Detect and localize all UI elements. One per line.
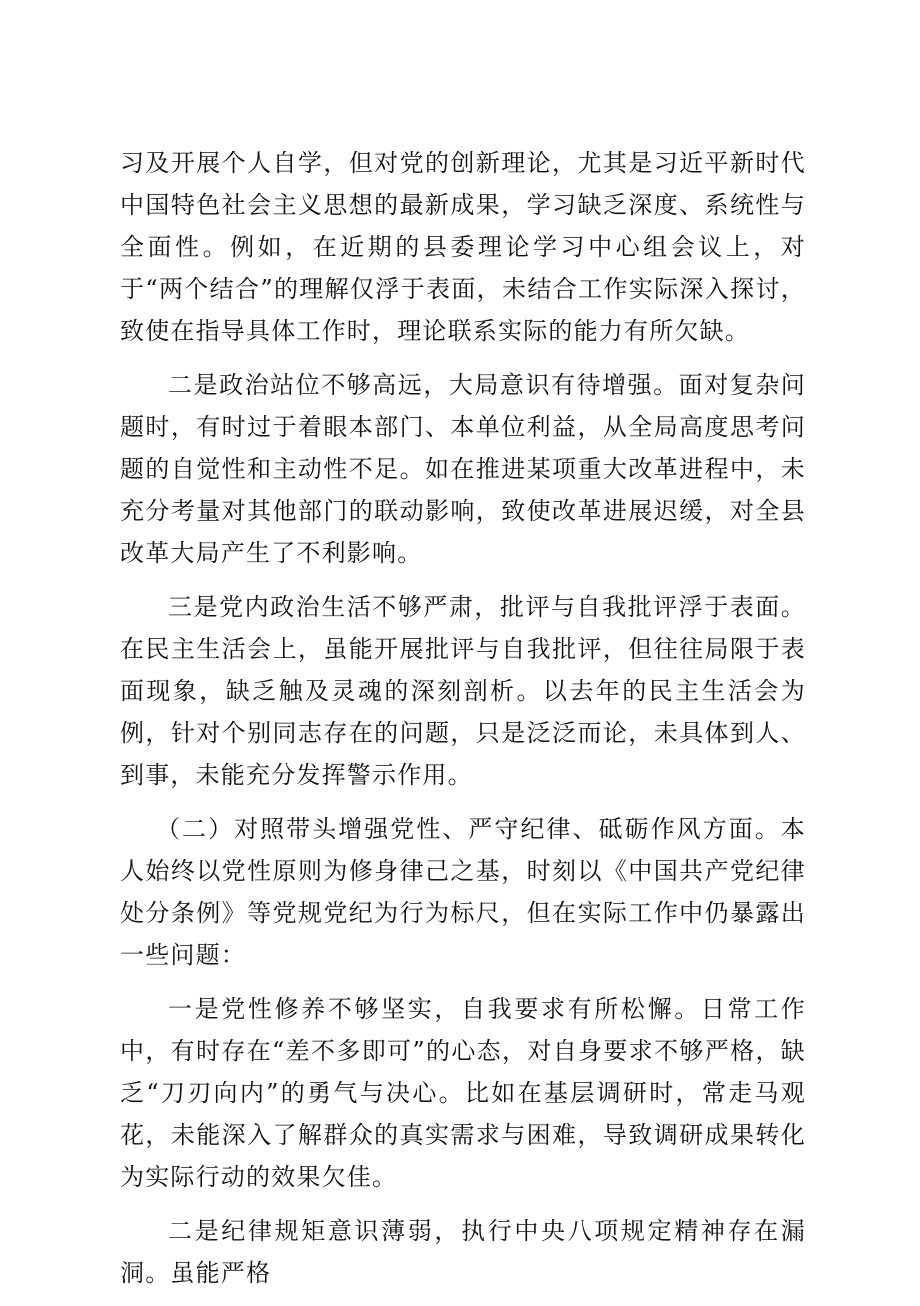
paragraph-discipline: 二是纪律规矩意识薄弱，执行中央八项规定精神存在漏洞。虽能严格	[120, 1217, 806, 1287]
paragraph-party-life: 三是党内政治生活不够严肃，批评与自我批评浮于表面。在民主生活会上，虽能开展批评与自我批评，但往往局限于表面现象，缺乏触及灵魂的深刻剖析。以去年的民主生活会为例，针对个别同志存在的问题，只是泛泛而论，未具体到人、到事，未能充分发挥警示作用。	[120, 593, 806, 789]
paragraph-political-stance: 二是政治站位不够高远，大局意识有待增强。面对复杂问题时，有时过于着眼本部门、本单位利益，从全局高度思考问题的自觉性和主动性不足。如在推进某项重大改革进程中，未充分考量对其他部门的联动影响，致使改革进展迟缓，对全县改革大局产生了不利影响。	[120, 371, 806, 567]
paragraph-continuation: 习及开展个人自学，但对党的创新理论，尤其是习近平新时代中国特色社会主义思想的最新成果，学习缺乏深度、系统性与全面性。例如，在近期的县委理论学习中心组会议上，对于“两个结合”的理解仅浮于表面，未结合工作实际深入探讨，致使在指导具体工作时，理论联系实际的能力有所欠缺。	[120, 149, 806, 345]
document-body	[120, 142, 806, 1306]
paragraph-party-spirit: 一是党性修养不够坚实，自我要求有所松懈。日常工作中，有时存在“差不多即可”的心态，对自身要求不够严格，缺乏“刀刃向内”的勇气与决心。比如在基层调研时，常走马观花，未能深入了解群众的真实需求与困难，导致调研成果转化为实际行动的效果欠佳。	[120, 995, 806, 1191]
paragraph-section-two-heading: （二）对照带头增强党性、严守纪律、砥砺作风方面。本人始终以党性原则为修身律己之基，时刻以《中国共产党纪律处分条例》等党规党纪为行为标尺，但在实际工作中仍暴露出一些问题：	[120, 815, 806, 969]
